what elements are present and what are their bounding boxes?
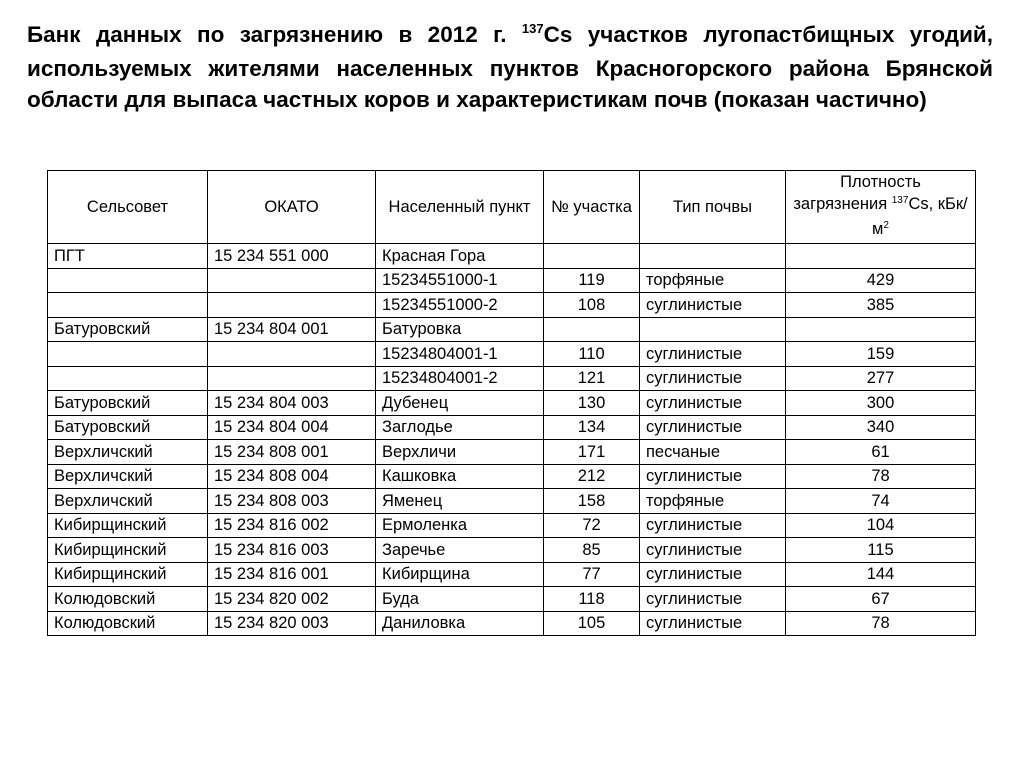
cell-uchastok [544,317,640,342]
cell-selsovet: Колюдовский [48,611,208,636]
table-row [48,440,976,465]
cell-okato [208,268,376,293]
cell-soil-type [640,244,786,269]
table-row [48,611,976,636]
table-row [48,562,976,587]
cell-okato: 15 234 816 002 [208,513,376,538]
cell-okato: 15 234 816 003 [208,538,376,563]
cell-okato: 15 234 808 001 [208,440,376,465]
table-row [48,538,976,563]
cell-selsovet: Верхличский [48,440,208,465]
cell-density: 61 [786,440,976,465]
cell-punkt: Батуровка [376,317,544,342]
cell-punkt: Красная Гора [376,244,544,269]
cell-uchastok: 171 [544,440,640,465]
cell-soil-type: суглинистые [640,342,786,367]
table-row [48,513,976,538]
header-soil-type: Тип почвы [640,171,786,244]
cell-punkt: Даниловка [376,611,544,636]
cell-density: 74 [786,489,976,514]
header-density: Плотность загрязнения $^{137}$Cs, кБк/$м^2$ [786,171,976,244]
cell-density: 159 [786,342,976,367]
table-row [48,415,976,440]
cell-density: 340 [786,415,976,440]
cell-okato: 15 234 808 004 [208,464,376,489]
cell-okato: 15 234 820 002 [208,587,376,612]
cell-density [786,317,976,342]
cell-okato: 15 234 804 004 [208,415,376,440]
cell-selsovet [48,268,208,293]
cell-okato [208,293,376,318]
cell-density: 67 [786,587,976,612]
header-selsovet: Сельсовет [48,171,208,244]
table-row [48,244,976,269]
cell-punkt: 15234551000-1 [376,268,544,293]
cell-density: 429 [786,268,976,293]
table-row [48,464,976,489]
cell-selsovet [48,293,208,318]
cell-soil-type: суглинистые [640,587,786,612]
cell-density [786,244,976,269]
cell-selsovet: Кибирщинский [48,513,208,538]
cell-selsovet: Верхличский [48,464,208,489]
header-okato: ОКАТО [208,171,376,244]
cell-selsovet: ПГТ [48,244,208,269]
cell-density: 385 [786,293,976,318]
cell-uchastok: 134 [544,415,640,440]
cell-density: 78 [786,611,976,636]
cell-soil-type: песчаные [640,440,786,465]
cell-okato [208,366,376,391]
cell-soil-type [640,317,786,342]
cell-uchastok [544,244,640,269]
cell-okato: 15 234 804 001 [208,317,376,342]
table-row [48,342,976,367]
table-row [48,293,976,318]
cell-density: 300 [786,391,976,416]
cell-punkt: 15234551000-2 [376,293,544,318]
title-isotope-superscript: 137 [521,21,544,36]
cell-density: 144 [786,562,976,587]
table-row [48,587,976,612]
header-punkt: Населенный пункт [376,171,544,244]
cell-punkt: Верхличи [376,440,544,465]
cell-soil-type: суглинистые [640,366,786,391]
cell-soil-type: суглинистые [640,391,786,416]
cell-uchastok: 108 [544,293,640,318]
cell-punkt: Заречье [376,538,544,563]
cell-okato: 15 234 804 003 [208,391,376,416]
table-row [48,317,976,342]
cell-okato: 15 234 816 001 [208,562,376,587]
cell-selsovet: Кибирщинский [48,562,208,587]
cell-okato [208,342,376,367]
cell-soil-type: суглинистые [640,415,786,440]
title-text-end: Cs участков лугопастбищных угодий, используемых жителями населенных пунктов Красногорского района Брянской области для выпаса частных коров и характеристикам почв (показан частично) [27,22,993,112]
cell-uchastok: 158 [544,489,640,514]
cell-uchastok: 119 [544,268,640,293]
page-title [27,19,993,115]
table-row [48,268,976,293]
table-row [48,489,976,514]
cell-selsovet [48,366,208,391]
cell-uchastok: 85 [544,538,640,563]
header-uchastok: № участка [544,171,640,244]
table-row [48,391,976,416]
cell-soil-type: торфяные [640,489,786,514]
cell-uchastok: 72 [544,513,640,538]
cell-selsovet: Батуровский [48,415,208,440]
cell-uchastok: 130 [544,391,640,416]
cell-density: 104 [786,513,976,538]
cell-density: 78 [786,464,976,489]
cell-punkt: Буда [376,587,544,612]
table-row [48,366,976,391]
cell-soil-type: суглинистые [640,562,786,587]
title-text-start: Банк данных по загрязнению в 2012 г. [27,22,522,47]
cell-soil-type: суглинистые [640,611,786,636]
cell-soil-type: суглинистые [640,293,786,318]
contamination-table [47,170,976,636]
cell-okato: 15 234 551 000 [208,244,376,269]
cell-punkt: Кибирщина [376,562,544,587]
cell-uchastok: 212 [544,464,640,489]
cell-uchastok: 105 [544,611,640,636]
cell-soil-type: суглинистые [640,513,786,538]
cell-selsovet: Верхличский [48,489,208,514]
cell-uchastok: 110 [544,342,640,367]
cell-soil-type: торфяные [640,268,786,293]
cell-punkt: Яменец [376,489,544,514]
cell-okato: 15 234 808 003 [208,489,376,514]
cell-punkt: Дубенец [376,391,544,416]
cell-selsovet [48,342,208,367]
cell-soil-type: суглинистые [640,464,786,489]
cell-selsovet: Батуровский [48,391,208,416]
cell-uchastok: 121 [544,366,640,391]
cell-punkt: Ермоленка [376,513,544,538]
cell-punkt: Заглодье [376,415,544,440]
cell-selsovet: Колюдовский [48,587,208,612]
table-header-row [48,171,976,244]
cell-uchastok: 118 [544,587,640,612]
cell-uchastok: 77 [544,562,640,587]
cell-selsovet: Батуровский [48,317,208,342]
cell-selsovet: Кибирщинский [48,538,208,563]
cell-punkt: 15234804001-1 [376,342,544,367]
cell-punkt: 15234804001-2 [376,366,544,391]
cell-okato: 15 234 820 003 [208,611,376,636]
cell-density: 277 [786,366,976,391]
cell-density: 115 [786,538,976,563]
cell-soil-type: суглинистые [640,538,786,563]
cell-punkt: Кашковка [376,464,544,489]
